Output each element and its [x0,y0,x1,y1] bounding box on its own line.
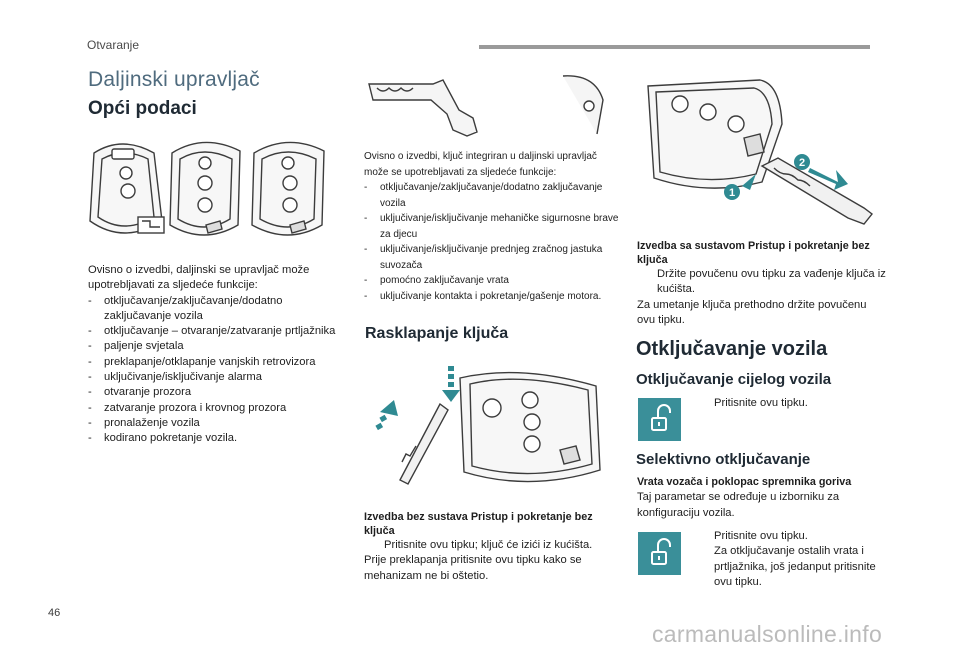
instruction-text: Za otključavanje ostalih vrata i prtljažnika, još jedanput pritisnite ovu tipku. [714,545,876,588]
selective-unlock-button-tile [638,532,681,575]
keyless-key-illustration [638,78,888,234]
selective-instructions [694,529,884,590]
list-item: - preklapanje/otklapanje vanjskih retrovizora [88,355,338,370]
header-divider [479,45,870,49]
list-item: - uključivanje/isključivanje alarma [88,370,338,385]
no-keyless-subheading: Izvedba bez sustava Pristup i pokretanje bez ključa [364,511,593,537]
list-item: - otključavanje – otvaranje/zatvaranje prtljažnika [88,324,338,339]
selective-text [637,475,885,521]
selective-instruction-1 [694,529,884,544]
page-number: 46 [48,607,61,619]
section-label: Otvaranje [87,38,140,52]
list-item: - uključivanje/isključivanje prednjeg zračnog jastuka suvozača [364,242,619,273]
list-item: - pronalaženje vozila [88,416,338,431]
no-keyless-note: Prije preklapanja pritisnite ovu tipku kako se mehanizam ne bi oštetio. [364,554,582,582]
list-item: - otključavanje/zaključavanje/dodatno zaključavanje vozila [88,294,338,325]
remote-keys-illustration [84,133,340,249]
list-item: - paljenje svjetala [88,339,338,354]
keyless-subheading: Izvedba sa sustavom Pristup i pokretanje bez ključa [637,240,870,266]
keyless-text [637,239,887,328]
list-item: - otvaranje prozora [88,385,338,400]
padlock-open-icon [638,398,681,441]
selective-subheading: Vrata vozača i poklopac spremnika goriva [637,476,852,488]
integrated-key-function-list [364,180,619,304]
keyless-instruction [637,267,887,298]
general-text-block [88,263,338,447]
integrated-key-illustration [363,70,618,140]
integrated-key-intro: Ovisno o izvedbi, ključ integriran u daljinski upravljač može se upotrebljavati za sljedeće funkcije: [364,151,597,178]
watermark: carmanualsonline.info [652,621,883,647]
full-unlock-instruction [694,396,904,411]
instruction-text: Držite povučenu ovu tipku za vađenje ključa iz kućišta. [657,268,886,296]
padlock-open-icon [638,532,681,575]
selective-instruction-2 [694,544,884,590]
instruction-text: Pritisnite ovu tipku. [714,397,808,409]
unlock-button-tile [638,398,681,441]
no-keyless-text [364,510,626,584]
folding-key-illustration [360,360,610,498]
list-item: - uključivanje kontakta i pokretanje/gašenje motora. [364,289,619,305]
callout-2: 2 [798,157,806,169]
list-item: - uključivanje/isključivanje mehaničke sigurnosne brave za djecu [364,211,619,242]
heading-vehicle-unlocking: Otključavanje vozila [636,338,828,360]
callout-1: 1 [728,187,736,199]
general-function-list [88,294,338,447]
keyless-note: Za umetanje ključa prethodno držite povučenu ovu tipku. [637,298,867,326]
instruction-text: Pritisnite ovu tipku; ključ će izići iz kućišta. [384,539,593,551]
list-item: - otključavanje/zaključavanje/dodatno zaključavanje vozila [364,180,619,211]
heading-general: Opći podaci [88,98,197,119]
instruction-text: Pritisnite ovu tipku. [714,530,808,542]
heading-full-unlock: Otključavanje cijelog vozila [636,371,832,388]
no-keyless-instruction [364,538,626,553]
list-item: - zatvaranje prozora i krovnog prozora [88,401,338,416]
integrated-key-text [364,149,619,304]
selective-config-text: Taj parametar se određuje u izborniku za konfiguraciju vozila. [637,491,840,519]
list-item: - pomoćno zaključavanje vrata [364,273,619,289]
heading-key-unfolding: Rasklapanje ključa [365,325,509,342]
list-item: - kodirano pokretanje vozila. [88,431,338,446]
general-intro: Ovisno o izvedbi, daljinski se upravljač može upotrebljavati za sljedeće funkcije: [88,264,310,292]
page-title: Daljinski upravljač [88,68,260,91]
heading-selective-unlock: Selektivno otključavanje [636,451,811,468]
